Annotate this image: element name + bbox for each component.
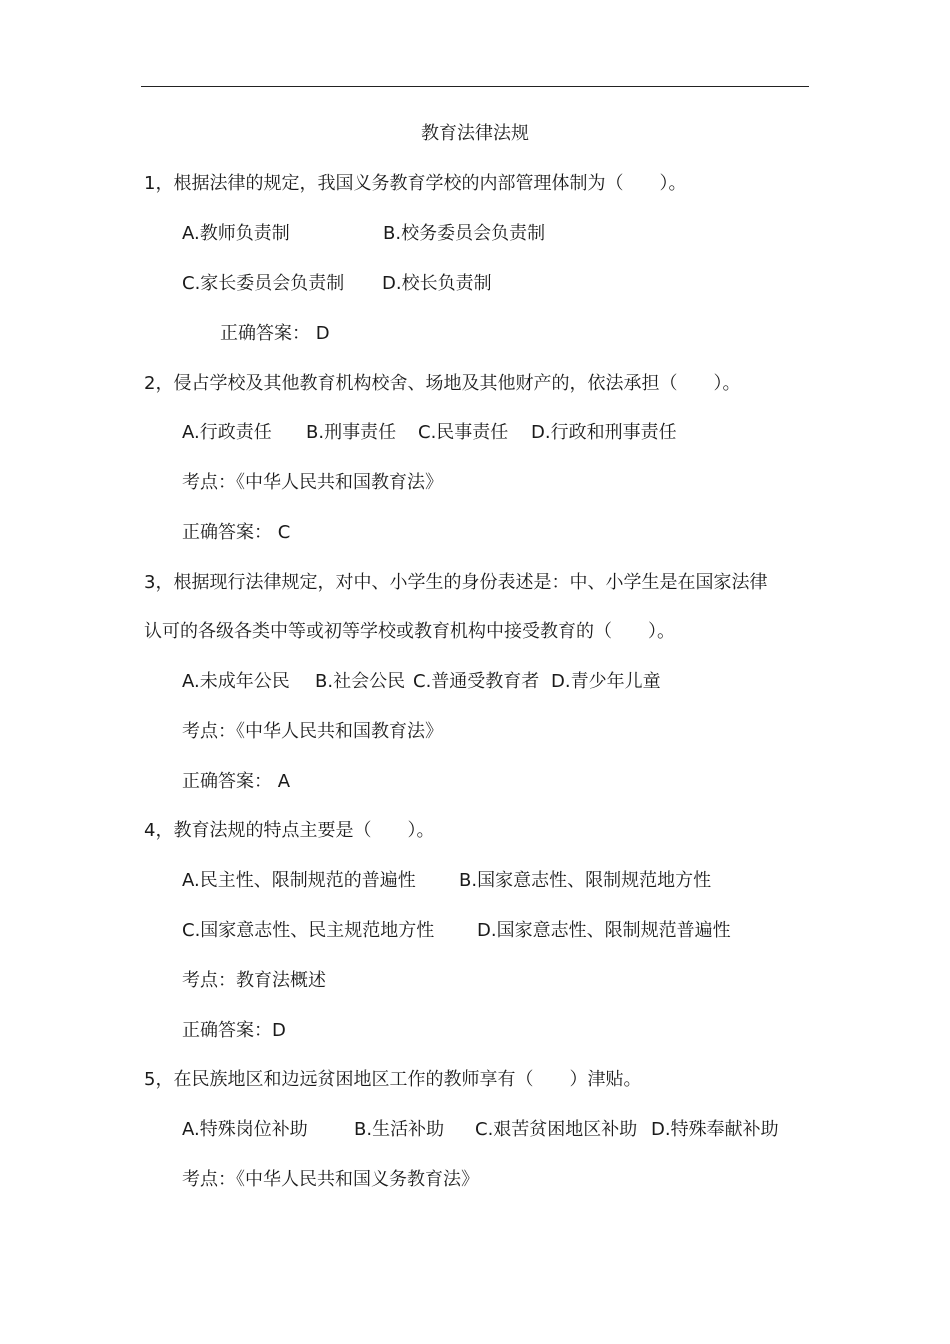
question-1-option-a: A.教师负责制 <box>182 223 290 244</box>
question-3-option-d: D.青少年儿童 <box>551 671 661 692</box>
question-5-kaodian: 考点：《中华人民共和国义务教育法》 <box>182 1169 479 1190</box>
question-3-stem-line1: 3，根据现行法律规定，对中、小学生的身份表述是：中、小学生是在国家法律 <box>144 572 768 593</box>
question-5-stem: 5，在民族地区和边远贫困地区工作的教师享有（ ）津贴。 <box>144 1069 642 1090</box>
question-4-answer: 正确答案：D <box>182 1020 286 1041</box>
question-1-option-b: B.校务委员会负责制 <box>383 223 546 244</box>
question-3-option-c: C.普通受教育者 <box>413 671 540 692</box>
question-3-option-b: B.社会公民 <box>315 671 406 692</box>
header-rule <box>141 86 809 87</box>
question-2-kaodian: 考点：《中华人民共和国教育法》 <box>182 472 443 493</box>
question-4-option-b: B.国家意志性、限制规范地方性 <box>459 870 712 891</box>
question-3-answer: 正确答案： A <box>182 771 291 792</box>
question-5-option-d: D.特殊奉献补助 <box>651 1119 779 1140</box>
page-title: 教育法律法规 <box>421 123 529 144</box>
question-5-option-c: C.艰苦贫困地区补助 <box>475 1119 638 1140</box>
question-5-option-b: B.生活补助 <box>354 1119 445 1140</box>
question-3-stem-line2: 认可的各级各类中等或初等学校或教育机构中接受教育的（ ）。 <box>144 621 675 642</box>
question-2-stem: 2，侵占学校及其他教育机构校舍、场地及其他财产的，依法承担（ ）。 <box>144 373 741 394</box>
question-2-option-c: C.民事责任 <box>418 422 509 443</box>
question-3-option-a: A.未成年公民 <box>182 671 290 692</box>
question-1-option-d: D.校长负责制 <box>382 273 492 294</box>
question-4-stem: 4，教育法规的特点主要是（ ）。 <box>144 820 435 841</box>
question-5-option-a: A.特殊岗位补助 <box>182 1119 308 1140</box>
question-4-option-a: A.民主性、限制规范的普遍性 <box>182 870 416 891</box>
question-3-kaodian: 考点：《中华人民共和国教育法》 <box>182 721 443 742</box>
question-4-option-d: D.国家意志性、限制规范普遍性 <box>477 920 731 941</box>
question-1-option-c: C.家长委员会负责制 <box>182 273 345 294</box>
question-2-answer: 正确答案： C <box>182 522 291 543</box>
question-2-option-d: D.行政和刑事责任 <box>531 422 677 443</box>
question-1-stem: 1，根据法律的规定，我国义务教育学校的内部管理体制为（ ）。 <box>144 173 687 194</box>
question-2-option-b: B.刑事责任 <box>306 422 397 443</box>
question-4-kaodian: 考点：教育法概述 <box>182 970 326 991</box>
question-1-answer: 正确答案： D <box>220 323 330 344</box>
question-4-option-c: C.国家意志性、民主规范地方性 <box>182 920 435 941</box>
question-2-option-a: A.行政责任 <box>182 422 272 443</box>
